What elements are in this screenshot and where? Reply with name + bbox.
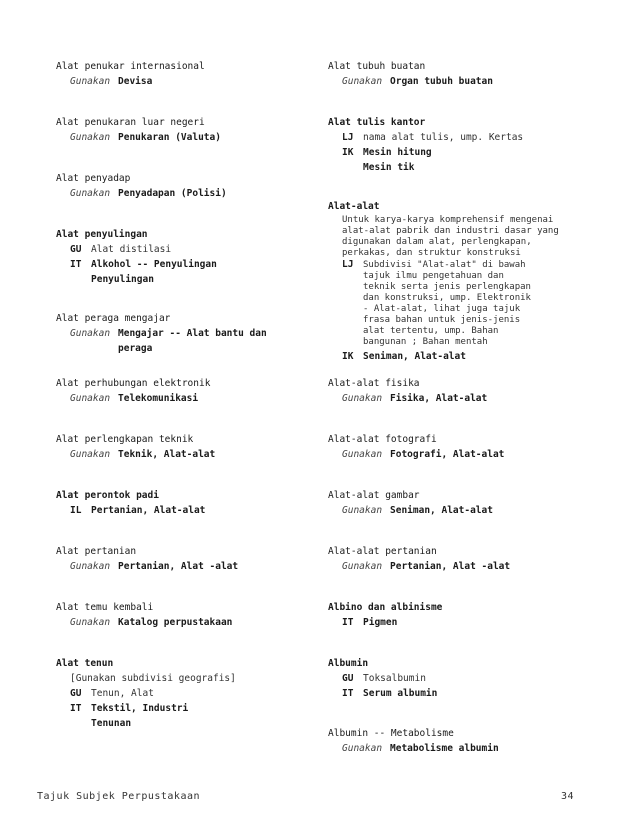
entry-heading: Alat tubuh buatan <box>328 61 426 72</box>
gunakan-label: Gunakan <box>342 743 383 754</box>
entry-heading: Alat penyulingan <box>56 229 148 240</box>
entry-alat-penyulingan <box>56 227 326 287</box>
use-term: Teknik, Alat-alat <box>118 449 216 460</box>
use-term: Telekomunikasi <box>118 393 199 404</box>
lj-block <box>328 259 598 348</box>
lj-line: frasa bahan untuk jenis-jenis <box>363 315 521 325</box>
entry-alat-temu-kembali <box>56 600 326 630</box>
lj-line: - Alat-alat, lihat juga tajuk <box>363 304 521 314</box>
entry-heading: Alat peraga mengajar <box>56 313 171 324</box>
gunakan-label: Gunakan <box>70 393 111 404</box>
entry-albumin <box>328 656 598 701</box>
ik-term: Seniman, Alat-alat <box>363 351 466 362</box>
lj-line: bangunan ; Bahan mentah <box>363 337 488 347</box>
entry-heading: Alat penyadap <box>56 173 131 184</box>
use-term: Metabolisme albumin <box>390 743 499 754</box>
entry-heading: Alat tulis kantor <box>328 117 426 128</box>
entry-alat-penukaran-luar-negeri <box>56 115 326 145</box>
gunakan-label: Gunakan <box>70 132 111 143</box>
right-column <box>328 0 598 780</box>
entry-alat-alat <box>328 199 598 364</box>
il-code: IL <box>70 505 82 516</box>
entry-heading: Albumin -- Metabolisme <box>328 728 454 739</box>
entry-alat-perhubungan-elektronik <box>56 376 326 406</box>
it-code: IT <box>70 703 82 714</box>
lj-line: alat tertentu, ump. Bahan <box>363 326 499 336</box>
lj-line: tajuk ilmu pengetahuan dan <box>363 271 504 281</box>
it-term-continued: Tenunan <box>91 718 132 729</box>
use-term: Katalog perpustakaan <box>118 617 233 628</box>
lj-term: nama alat tulis, ump. Kertas <box>363 132 524 143</box>
scope-note: [Gunakan subdivisi geografis] <box>70 673 236 684</box>
scope-note-line: perkakas, dan struktur konstruksi <box>342 248 521 258</box>
scope-note <box>328 215 598 259</box>
use-term: Pertanian, Alat -alat <box>118 561 239 572</box>
use-term: Mengajar -- Alat bantu dan <box>118 328 267 339</box>
ik-term-continued: Mesin tik <box>363 162 415 173</box>
use-term: Seniman, Alat-alat <box>390 505 493 516</box>
gunakan-label: Gunakan <box>70 561 111 572</box>
gu-term: Toksalbumin <box>363 673 426 684</box>
use-term: Organ tubuh buatan <box>390 76 493 87</box>
entry-heading: Albino dan albinisme <box>328 602 443 613</box>
lj-code: LJ <box>342 259 354 270</box>
gunakan-label: Gunakan <box>342 449 383 460</box>
entry-alat-alat-fisika <box>328 376 598 406</box>
scope-note-line: alat-alat pabrik dan industri dasar yang <box>342 226 559 236</box>
it-code: IT <box>70 259 82 270</box>
gu-code: GU <box>70 688 82 699</box>
entry-heading: Alat penukaran luar negeri <box>56 117 205 128</box>
use-term: Penyadapan (Polisi) <box>118 188 227 199</box>
lj-line: teknik serta jenis perlengkapan <box>363 282 531 292</box>
ik-term: Mesin hitung <box>363 147 432 158</box>
entry-heading: Alat perontok padi <box>56 490 159 501</box>
gunakan-label: Gunakan <box>342 76 383 87</box>
use-term-continued: peraga <box>118 343 153 354</box>
footer-title: Tajuk Subjek Perpustakaan <box>37 791 201 802</box>
gunakan-label: Gunakan <box>70 617 111 628</box>
it-term: Serum albumin <box>363 688 438 699</box>
entry-alat-alat-gambar <box>328 488 598 518</box>
entry-heading: Alat-alat <box>328 201 380 212</box>
it-code: IT <box>342 688 354 699</box>
it-term-continued: Penyulingan <box>91 274 154 285</box>
gunakan-label: Gunakan <box>342 561 383 572</box>
entry-alat-tubuh-buatan <box>328 59 598 89</box>
entry-heading: Alat penukar internasional <box>56 61 205 72</box>
gunakan-label: Gunakan <box>342 393 383 404</box>
scope-note-line: digunakan dalam alat, perlengkapan, <box>342 237 532 247</box>
use-term: Fotografi, Alat-alat <box>390 449 505 460</box>
use-term: Fisika, Alat-alat <box>390 393 488 404</box>
use-term: Devisa <box>118 76 153 87</box>
entry-heading: Alat-alat fisika <box>328 378 420 389</box>
it-term: Alkohol -- Penyulingan <box>91 259 217 270</box>
entry-alat-peraga-mengajar <box>56 311 326 356</box>
gunakan-label: Gunakan <box>70 76 111 87</box>
gunakan-label: Gunakan <box>70 188 111 199</box>
entry-alat-alat-pertanian <box>328 544 598 574</box>
lj-line: Subdivisi "Alat-alat" di bawah <box>363 260 526 270</box>
gunakan-label: Gunakan <box>342 505 383 516</box>
entry-heading: Alat-alat gambar <box>328 490 420 501</box>
entry-heading: Alat temu kembali <box>56 602 154 613</box>
entry-alat-perontok-padi <box>56 488 326 518</box>
entry-alat-penukar-internasional <box>56 59 326 89</box>
gu-term: Tenun, Alat <box>91 688 154 699</box>
left-column <box>56 0 326 780</box>
use-term: Pertanian, Alat -alat <box>390 561 511 572</box>
entry-heading: Alat perlengkapan teknik <box>56 434 194 445</box>
gunakan-label: Gunakan <box>70 328 111 339</box>
entry-alat-tenun <box>56 656 326 731</box>
scope-note-line: Untuk karya-karya komprehensif mengenai <box>342 215 554 225</box>
it-code: IT <box>342 617 354 628</box>
gu-term: Alat distilasi <box>91 244 172 255</box>
it-term: Tekstil, Industri <box>91 703 189 714</box>
entry-heading: Alat pertanian <box>56 546 137 557</box>
entry-albumin-metabolisme <box>328 726 598 756</box>
lj-code: LJ <box>342 132 354 143</box>
gu-code: GU <box>342 673 354 684</box>
gu-code: GU <box>70 244 82 255</box>
page-number: 34 <box>561 791 575 802</box>
entry-heading: Alat perhubungan elektronik <box>56 378 211 389</box>
entry-heading: Alat tenun <box>56 658 114 669</box>
ik-code: IK <box>342 351 354 362</box>
il-term: Pertanian, Alat-alat <box>91 505 206 516</box>
entry-alat-perlengkapan-teknik <box>56 432 326 462</box>
entry-albino-dan-albinisme <box>328 600 598 630</box>
ik-code: IK <box>342 147 354 158</box>
entry-alat-penyadap <box>56 171 326 201</box>
use-term: Penukaran (Valuta) <box>118 132 221 143</box>
gunakan-label: Gunakan <box>70 449 111 460</box>
entry-heading: Alat-alat fotografi <box>328 434 437 445</box>
it-term: Pigmen <box>363 617 398 628</box>
entry-alat-alat-fotografi <box>328 432 598 462</box>
entry-alat-tulis-kantor <box>328 115 598 175</box>
lj-line: dan konstruksi, ump. Elektronik <box>363 293 531 303</box>
entry-alat-pertanian <box>56 544 326 574</box>
entry-heading: Alat-alat pertanian <box>328 546 437 557</box>
entry-heading: Albumin <box>328 658 369 669</box>
